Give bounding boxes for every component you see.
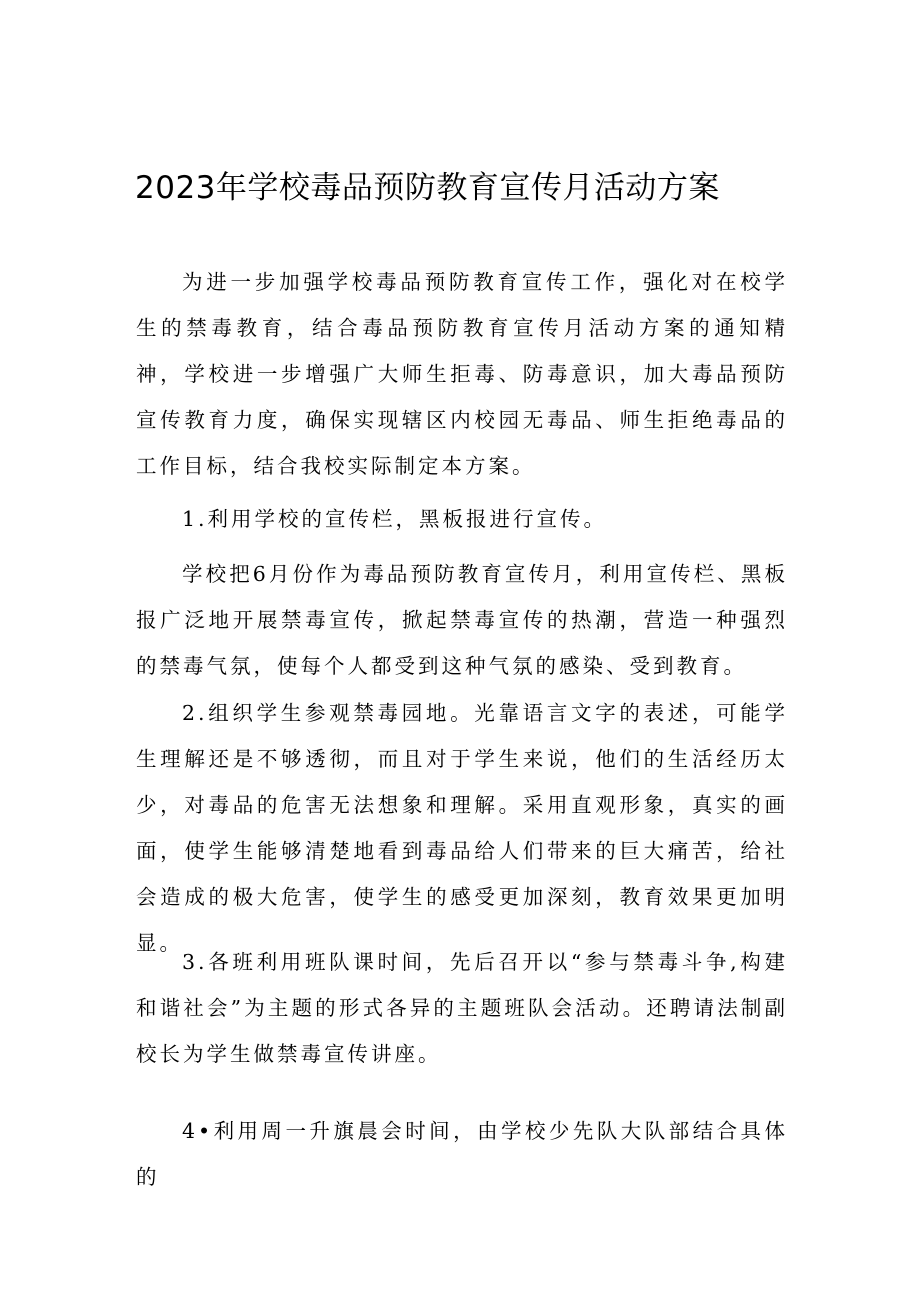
document-title: 2023年学校毒品预防教育宣传月活动方案 [135, 170, 720, 206]
item-1-heading: 1.利用学校的宣传栏，黑板报进行宣传。 [182, 507, 608, 531]
item-3-paragraph: 3.各班利用班队课时间，先后召开以“参与禁毒斗争,构建和谐社会”为主题的形式各异的主题班队会活动。还聘请法制副校长为学生做禁毒宣传讲座。 [136, 950, 788, 1066]
item-2-paragraph: 2.组织学生参观禁毒园地。光靠语言文字的表述，可能学生理解还是不够透彻，而且对于学生来说，他们的生活经历太少，对毒品的危害无法想象和理解。采用直观形象，真实的画面，使学生能够清楚地看到毒品给人们带来的巨大痛苦，给社会造成的极大危害，使学生的感受更加深刻，教育效果更加明显。 [136, 701, 788, 955]
intro-paragraph: 为进一步加强学校毒品预防教育宣传工作，强化对在校学生的禁毒教育，结合毒品预防教育宣传月活动方案的通知精神，学校进一步增强广大师生拒毒、防毒意识，加大毒品预防宣传教育力度，确保实现辖区内校园无毒品、师生拒绝毒品的工作目标，结合我校实际制定本方案。 [136, 270, 788, 478]
item-1-paragraph: 学校把6月份作为毒品预防教育宣传月，利用宣传栏、黑板报广泛地开展禁毒宣传，掀起禁毒宣传的热潮，营造一种强烈的禁毒气氛，使每个人都受到这种气氛的感染、受到教育。 [136, 562, 788, 678]
item-4-paragraph: 4•利用周一升旗晨会时间，由学校少先队大队部结合具体的 [136, 1119, 788, 1189]
